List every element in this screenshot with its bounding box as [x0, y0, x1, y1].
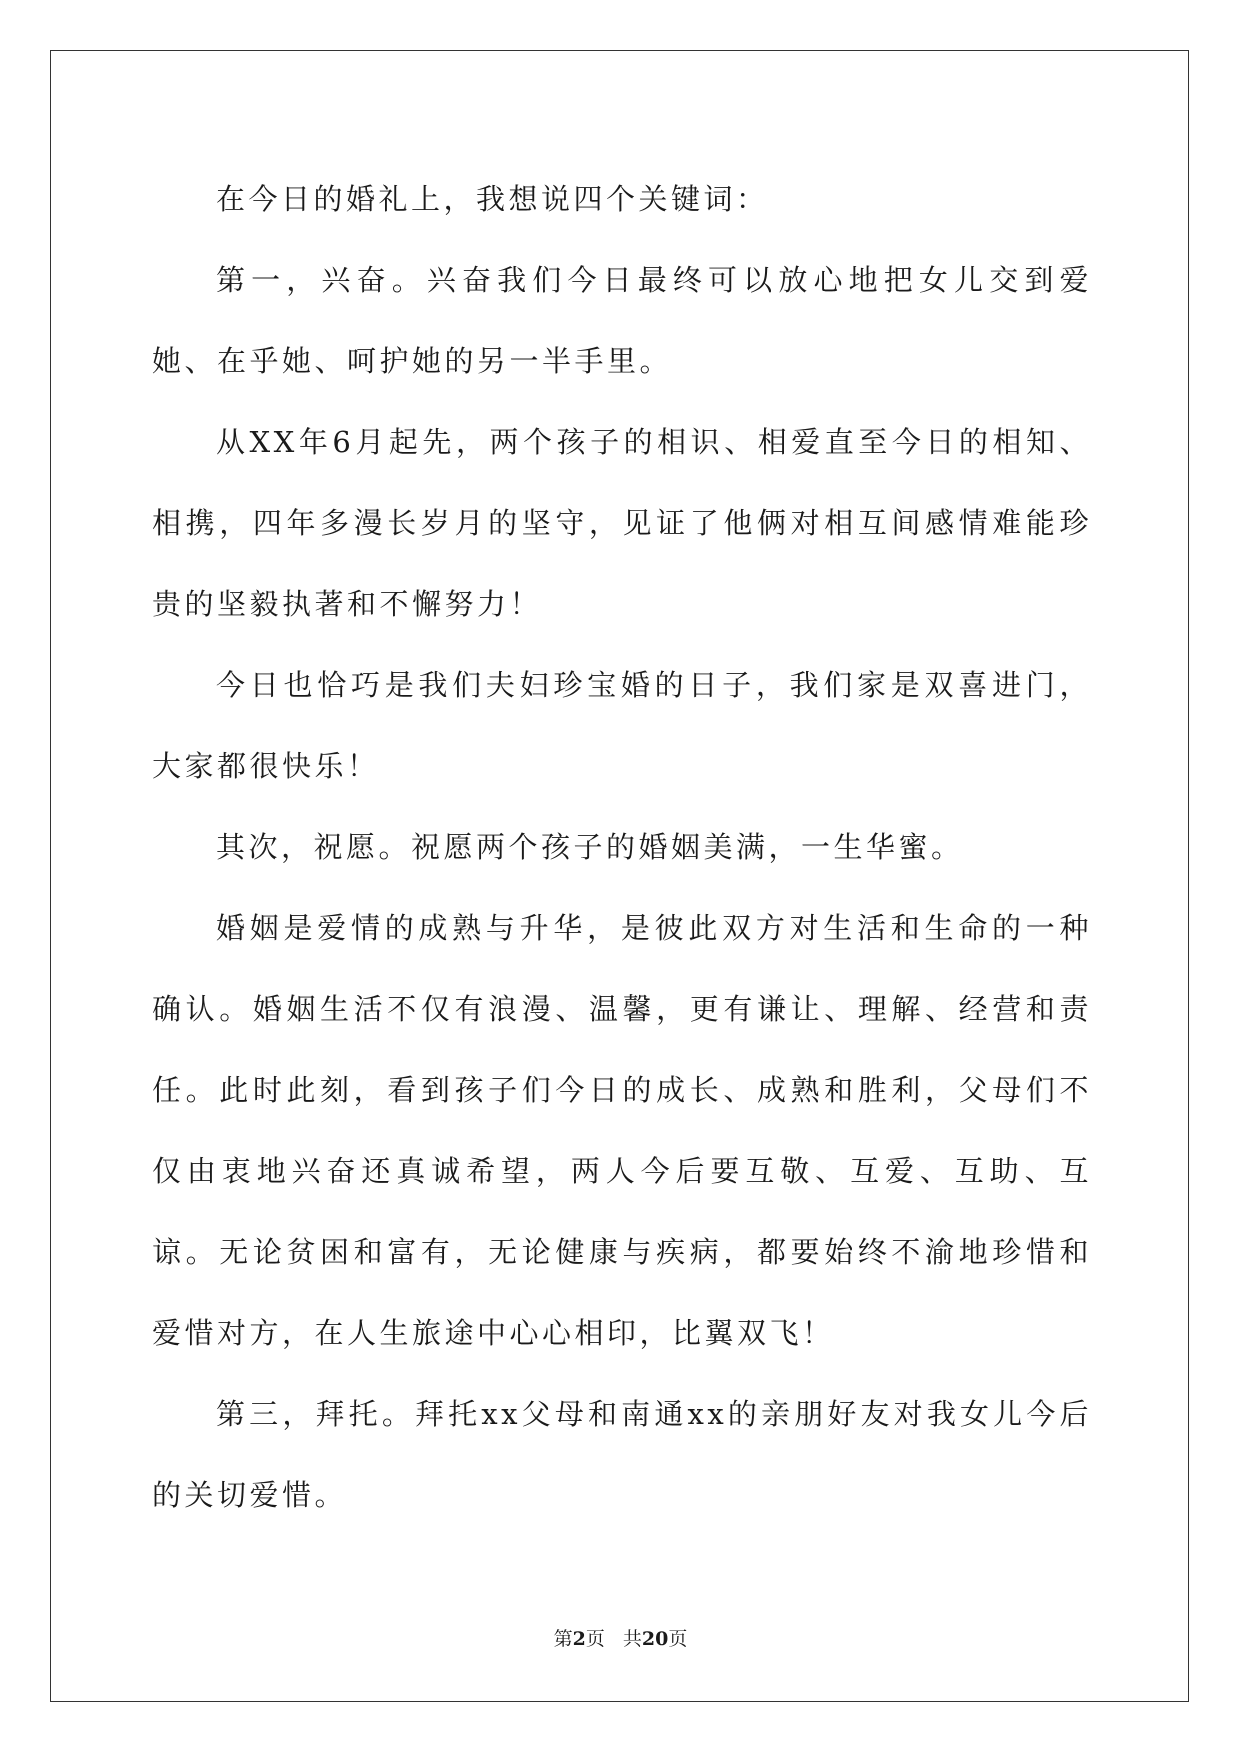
page-number: 2 [572, 1628, 586, 1650]
paragraph-first-keyword: 第一，兴奋。兴奋我们今日最终可以放心地把女儿交到爱她、在乎她、呵护她的另一半手里。 [152, 263, 1092, 378]
paragraph-intro: 在今日的婚礼上，我想说四个关键词： [216, 182, 769, 216]
total-prefix: 共 [622, 1628, 642, 1650]
page-prefix: 第 [553, 1628, 573, 1650]
total-pages: 20 [641, 1628, 669, 1650]
paragraph-anniversary: 今日也恰巧是我们夫妇珍宝婚的日子，我们家是双喜进门，大家都很快乐！ [152, 668, 1092, 783]
paragraph-second-keyword: 其次，祝愿。祝愿两个孩子的婚姻美满，一生华蜜。 [216, 830, 964, 864]
page-suffix: 页 [585, 1628, 605, 1650]
total-suffix: 页 [668, 1628, 688, 1650]
document-body [152, 159, 1092, 1536]
paragraph-history: 从XX年6月起先，两个孩子的相识、相爱直至今日的相知、相携，四年多漫长岁月的坚守，见证了他俩对相互间感情难能珍贵的坚毅执著和不懈努力！ [152, 425, 1092, 621]
paragraph-third-keyword: 第三，拜托。拜托xx父母和南通xx的亲朋好友对我女儿今后的关切爱惜。 [152, 1397, 1092, 1512]
paragraph-marriage: 婚姻是爱情的成熟与升华，是彼此双方对生活和生命的一种确认。婚姻生活不仅有浪漫、温馨，更有谦让、理解、经营和责任。此时此刻，看到孩子们今日的成长、成熟和胜利，父母们不仅由衷地兴奋还真诚希望，两人今后要互敬、互爱、互助、互谅。无论贫困和富有，无论健康与疾病，都要始终不渝地珍惜和爱惜对方，在人生旅途中心心相印，比翼双飞！ [152, 911, 1092, 1350]
page-footer [0, 1627, 1241, 1651]
